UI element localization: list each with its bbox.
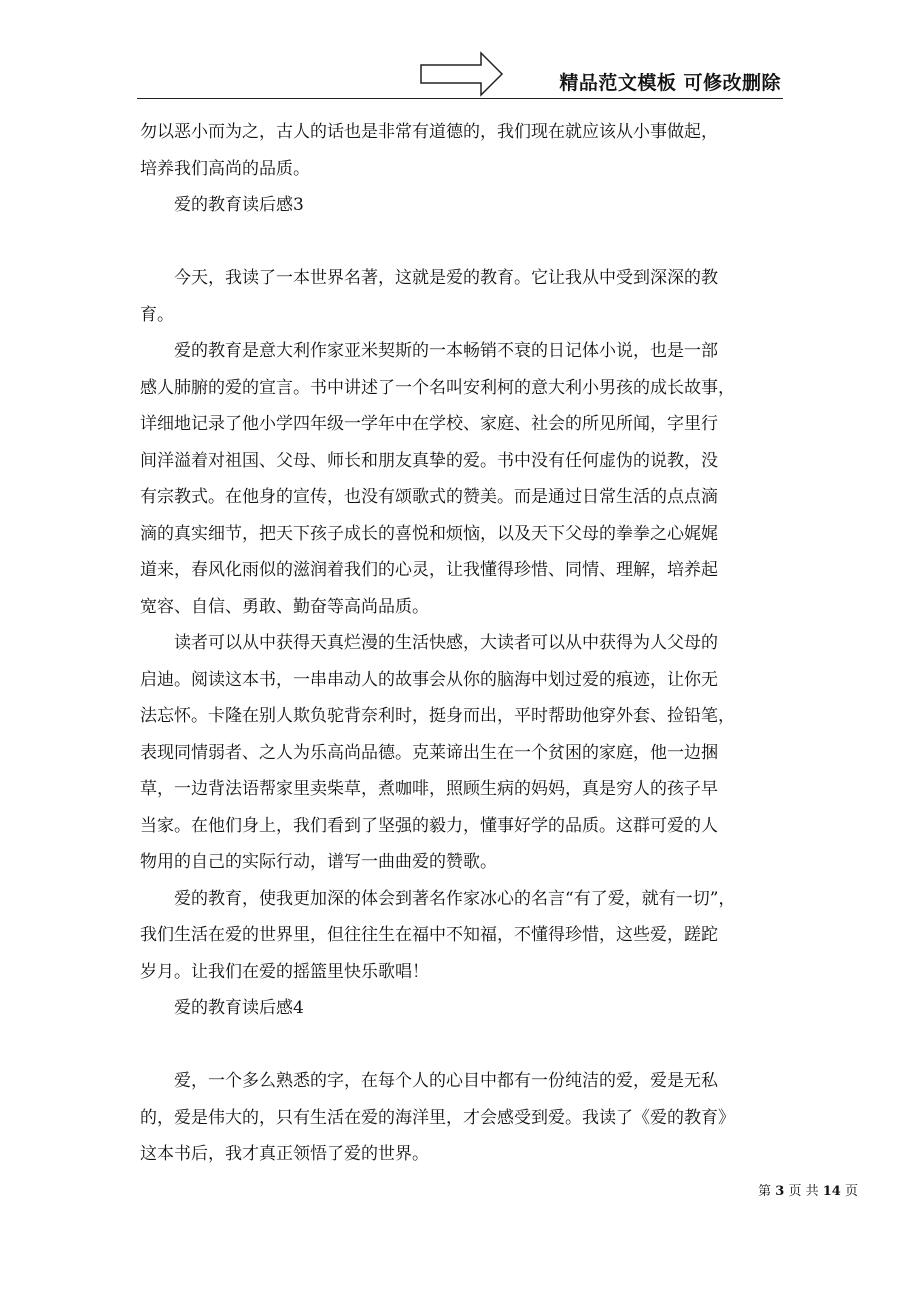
text-line: 岁月。让我们在爱的摇篮里快乐歌唱！ — [140, 961, 429, 982]
footer-prefix: 第 — [758, 1184, 772, 1199]
text-line: 间洋溢着对祖国、父母、师长和朋友真挚的爱。书中没有任何虚伪的说教，没 — [140, 450, 718, 471]
text-line: 宽容、自信、勇敢、勤奋等高尚品质。 — [140, 596, 429, 617]
text-line: 物用的自己的实际行动，谱写一曲曲爱的赞歌。 — [140, 852, 497, 872]
text-line: 滴的真实细节，把天下孩子成长的喜悦和烦恼，以及天下父母的拳拳之心娓娓 — [140, 523, 718, 544]
text-line: 道来，春风化雨似的滋润着我们的心灵，让我懂得珍惜、同情、理解，培养起 — [140, 560, 718, 580]
text-line: 当家。在他们身上，我们看到了坚强的毅力，懂事好学的品质。这群可爱的人 — [140, 815, 718, 836]
text-line: 详细地记录了他小学四年级一学年中在学校、家庭、社会的所见所闻，字里行 — [140, 414, 718, 434]
footer-total-pages: 14 — [822, 1184, 841, 1199]
page-footer — [758, 1180, 858, 1199]
text-line: 我们生活在爱的世界里，但往往生在福中不知福，不懂得珍惜，这些爱，蹉跎 — [140, 925, 718, 945]
text-line: 爱，一个多么熟悉的字，在每个人的心目中都有一份纯洁的爱，爱是无私 — [174, 1071, 718, 1091]
page-header — [137, 50, 783, 99]
blank-line — [140, 224, 785, 261]
document-body — [140, 114, 785, 1173]
blank-line — [140, 1027, 785, 1064]
footer-middle: 页 共 — [788, 1184, 819, 1199]
text-line: 勿以恶小而为之，古人的话也是非常有道德的，我们现在就应该从小事做起， — [140, 122, 718, 142]
text-line: 这本书后，我才真正领悟了爱的世界。 — [140, 1144, 429, 1164]
text-line: 今天，我读了一本世界名著，这就是爱的教育。它让我从中受到深深的教 — [174, 268, 718, 288]
header-title: 精品范文模板 可修改删除 — [559, 72, 781, 94]
text-line: 启迪。阅读这本书，一串串动人的故事会从你的脑海中划过爱的痕迹，让你无 — [140, 669, 718, 690]
text-line: 爱的教育，使我更加深的体会到著名作家冰心的名言“有了爱，就有一切”， — [174, 888, 736, 909]
section-heading: 爱的教育读后感4 — [174, 998, 304, 1018]
footer-page-number: 3 — [775, 1184, 785, 1199]
footer-suffix: 页 — [844, 1184, 858, 1199]
text-line: 感人肺腑的爱的宣言。书中讲述了一个名叫安利柯的意大利小男孩的成长故事， — [140, 377, 735, 398]
text-line: 的，爱是伟大的，只有生活在爱的海洋里，才会感受到爱。我读了《爱的教育》 — [140, 1107, 735, 1128]
text-line: 有宗教式。在他身的宣传，也没有颂歌式的赞美。而是通过日常生活的点点滴 — [140, 487, 718, 507]
text-line: 爱的教育是意大利作家亚米契斯的一本畅销不衰的日记体小说，也是一部 — [174, 341, 718, 361]
text-line: 草，一边背法语帮家里卖柴草，煮咖啡，照顾生病的妈妈，真是穷人的孩子早 — [140, 779, 718, 799]
section-heading: 爱的教育读后感3 — [174, 195, 304, 215]
text-line: 法忘怀。卡隆在别人欺负驼背奈利时，挺身而出，平时帮助他穿外套、捡铅笔， — [140, 706, 735, 726]
text-line: 育。 — [140, 304, 174, 325]
text-line: 读者可以从中获得天真烂漫的生活快感，大读者可以从中获得为人父母的 — [174, 633, 718, 653]
text-line: 表现同情弱者、之人为乐高尚品德。克莱谛出生在一个贫困的家庭，他一边捆 — [140, 742, 718, 763]
arrow-right-icon — [420, 50, 504, 98]
text-line: 培养我们高尚的品质。 — [140, 158, 310, 179]
